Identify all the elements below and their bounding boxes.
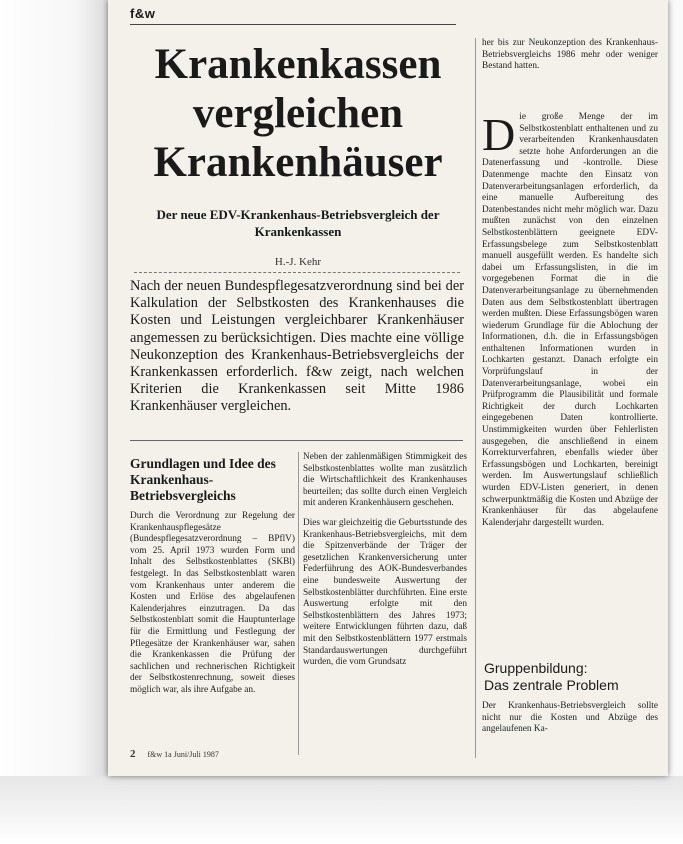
drop-cap: D (482, 109, 516, 160)
scan-margin-bottom (0, 776, 683, 844)
magazine-page (108, 0, 668, 776)
column-2-paragraph-2: Dies war gleichzeitig die Geburtsstunde des Krankenhaus-Betriebsvergleichs, mit dem die Spitzenverbände der Träger der gesetzlichen Krankenversicherung unter Federführung des AOK-Bundesverbandes eine bundesweite Auswertung der Selbstkostenblätter durchführten. Eine erste Auswertung erfolgte mit den Selbstkostenblättern des Jahres 1973; weitere Entwicklungen führten dazu, daß mit den Selbstkostenblättern 1977 erstmals Standardauswertungen durchgeführt wurden, die vom Grundsatz (303, 517, 467, 668)
article-headline (128, 40, 468, 187)
magazine-logo: f&w (130, 6, 156, 21)
scan-margin-right (668, 0, 683, 776)
scan-margin-left (0, 0, 108, 844)
page-footer (130, 748, 219, 760)
column-divider-right (475, 38, 476, 758)
article-author: H.-J. Kehr (274, 256, 322, 268)
lead-rule (130, 440, 463, 441)
author-rule (134, 272, 460, 274)
page-number: 2 (130, 748, 136, 760)
section-heading-grundlagen: Grundlagen und Idee des Krankenhaus-Betriebsvergleichs (130, 456, 276, 503)
column-3-body (482, 109, 658, 529)
headline-line-1: Krankenkassen (154, 41, 442, 88)
issue-line: f&w 1a Juni/Juli 1987 (147, 750, 219, 759)
column-divider (298, 452, 299, 755)
column-2-paragraph-1: Neben der zahlenmäßigen Stimmigkeit des Selbstkostenblattes wollte man zusätzlich die Wirtschaftlichkeit des Krankenhauses beurteilen; das sollte durch einen Vergleich mit anderen Krankenhäusern geschehen. (303, 452, 467, 509)
column-1-body: Durch die Verordnung zur Regelung der Krankenhauspflegesätze (Bundespflegesatzverordnung – BPflV) vom 25. April 1973 wurden Form und Inhalt des Selbstkostenblattes (SKBl) festgelegt. In das Selbstkostenblatt waren vom Krankenhaus unter anderem die Kosten und Erlöse des abgelaufenen Kalenderjahres einzutragen. Da das Selbstkostenblatt somit die Hauptunterlage für die Ermittlung und Festlegung der Pflegesätze der Krankenhäuser war, sahen die Krankenkassen die Prüfung der sachlichen und rechnerischen Richtigkeit der Selbstkostenrechnung, soweit dieses möglich war, als ihre Aufgabe an. (130, 511, 295, 695)
headline-line-2: vergleichen (192, 90, 404, 137)
section-heading-line-1: Gruppenbildung: (484, 660, 588, 676)
column-3-section-body: Der Krankenhaus-Betriebsvergleich sollte nicht nur die Kosten und Abzüge des angelaufenen Ka- (482, 701, 658, 735)
section-heading-line-2: Das zentrale Problem (484, 677, 619, 693)
column-2-body (303, 452, 467, 669)
headline-line-3: Krankenhäuser (153, 139, 443, 186)
header-rule (130, 24, 456, 25)
article-lead: Nach der neuen Bundespflegesatzverordnung sind bei der Kalkulation der Selbstkosten des Krankenhauses die Kosten und Leistungen vergleichbarer Krankenhäuser angemessen zu berücksichtigen. Dies machte eine völlige Neukonzeption des Krankenhaus-Betriebsvergleichs der Krankenkassen erforderlich. f&w zeigt, nach welchen Kriterien die Krankenkassen seit Mitte 1986 Krankenhäuser vergleichen. (130, 278, 464, 415)
article-subheadline: Der neue EDV-Krankenhaus-Betriebsvergleich der Krankenkassen (156, 207, 440, 239)
column-3-continuation: her bis zur Neukonzeption des Krankenhaus-Betriebsvergleichs 1986 mehr oder weniger Bestand hatten. (482, 38, 658, 72)
section-heading-gruppenbildung (484, 660, 660, 694)
column-3-text: ie große Menge der im Selbstkostenblatt enthaltenen und zu verarbeitenden Krankenhausdaten setzte hohe Anforderungen an die Datenerfassung und -kontrolle. Diese Datenmenge machte den Einsatz von Datenverarbeitungsanlagen erforderlich, da eine manuelle Aufbereitung des Datenbestandes nicht mehr möglich war. Dazu mußten zunächst von den einzelnen Selbstkostenblättern geeignete EDV-Erfassungsbelege zum Selbstkostenblatt manuell ausgefüllt werden. Es handelte sich dabei um Erfassungslisten, in die im vorgegebenen Format die in die Datenverarbeitungsanlage zu übernehmenden Daten aus dem Selbstkostenblatt übertragen werden mußten. Diese Erfassungsbögen waren wiederum Grundlage für die Ablochung der Informationen, d.h. die in Erfassungsbögen enthaltenen Informationen wurden in Lochkarten gestanzt. Danach erfolgte ein Vorprüfungslauf in der Datenverarbeitungsanlage, wobei ein Prüfprogramm die Plausibilität und formale Richtigkeit der durch Lochkarten eingegebenen Daten kontrollierte. Unstimmigkeiten wurden über Fehlerlisten ausgegeben, die anschließend in einem Korrekturverfahren, ebenfalls wieder über Erfassungsbögen und Lochkarten, bereinigt werden. Im Auswertungslauf schließlich wurden EDV-Listen generiert, in denen schwerpunktmäßig die Kosten und Abzüge der Krankenhäuser für das abgelaufene Kalenderjahr dargestellt wurden. (482, 112, 658, 528)
